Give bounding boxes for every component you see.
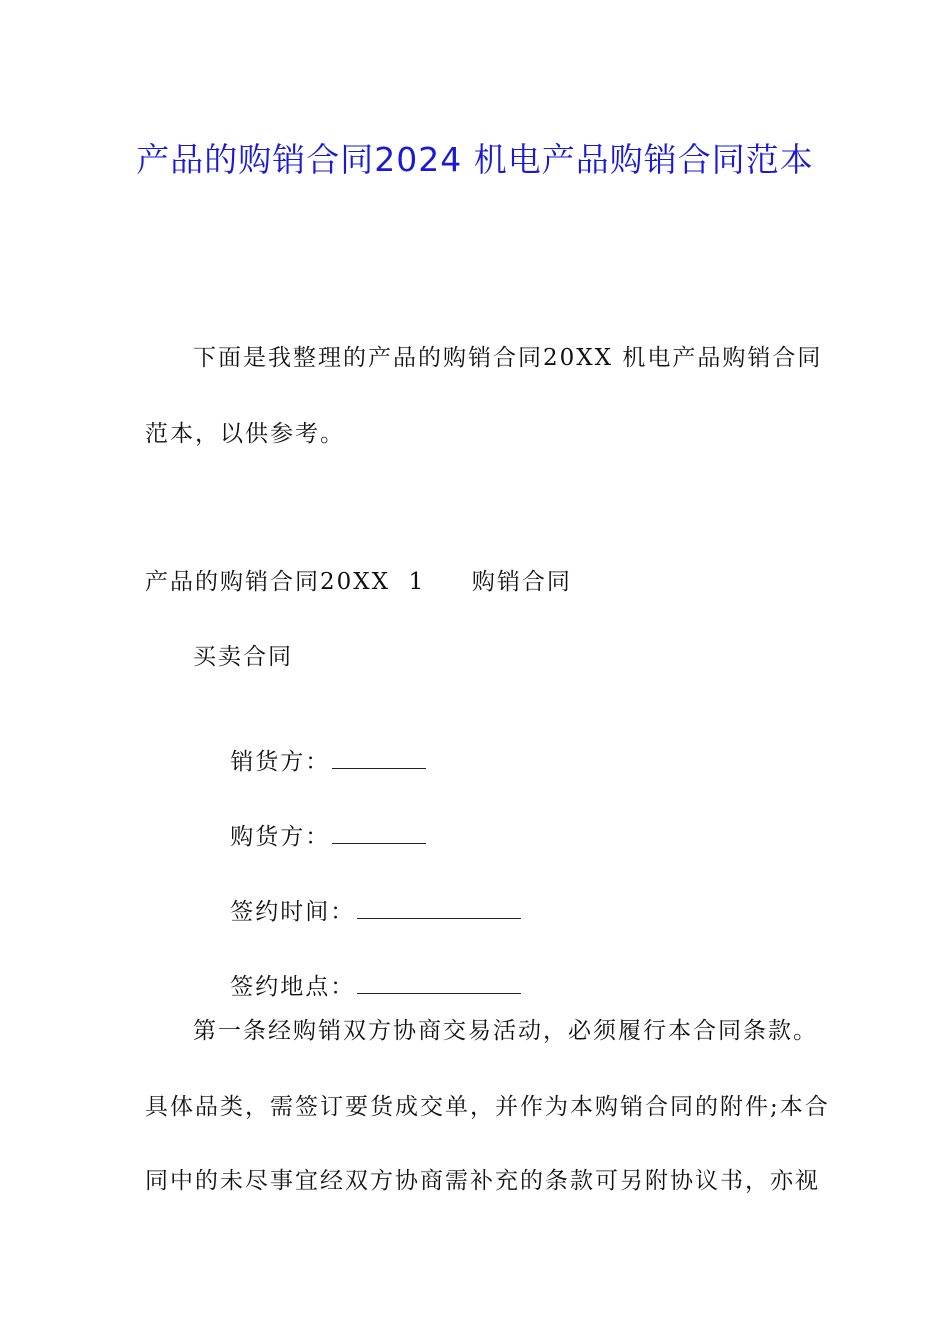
intro-line-2: 范本，以供参考。 bbox=[145, 421, 345, 447]
buyer-blank bbox=[332, 823, 426, 844]
seller-blank bbox=[332, 748, 426, 769]
sign-place-blank bbox=[357, 973, 521, 994]
intro-line-1: 下面是我整理的产品的购销合同20XX 机电产品购销合同 bbox=[193, 345, 823, 371]
article1-line-2: 具体品类，需签订要货成交单，并作为本购销合同的附件;本合 bbox=[145, 1094, 830, 1120]
article1-line-1: 第一条经购销双方协商交易活动，必须履行本合同条款。 bbox=[193, 1018, 818, 1044]
seller-label: 销货方： bbox=[230, 749, 331, 775]
section-heading: 产品的购销合同20XX 1 购销合同 bbox=[145, 569, 572, 595]
document-title: 产品的购销合同2024 机电产品购销合同范本 bbox=[136, 140, 814, 179]
buyer-label: 购货方： bbox=[230, 824, 331, 850]
contract-name: 买卖合同 bbox=[193, 644, 293, 670]
sign-place-label: 签约地点： bbox=[230, 974, 356, 1000]
sign-time-label: 签约时间： bbox=[230, 899, 356, 925]
sign-time-blank bbox=[357, 898, 521, 919]
article1-line-3: 同中的未尽事宜经双方协商需补充的条款可另附协议书，亦视 bbox=[145, 1168, 820, 1194]
